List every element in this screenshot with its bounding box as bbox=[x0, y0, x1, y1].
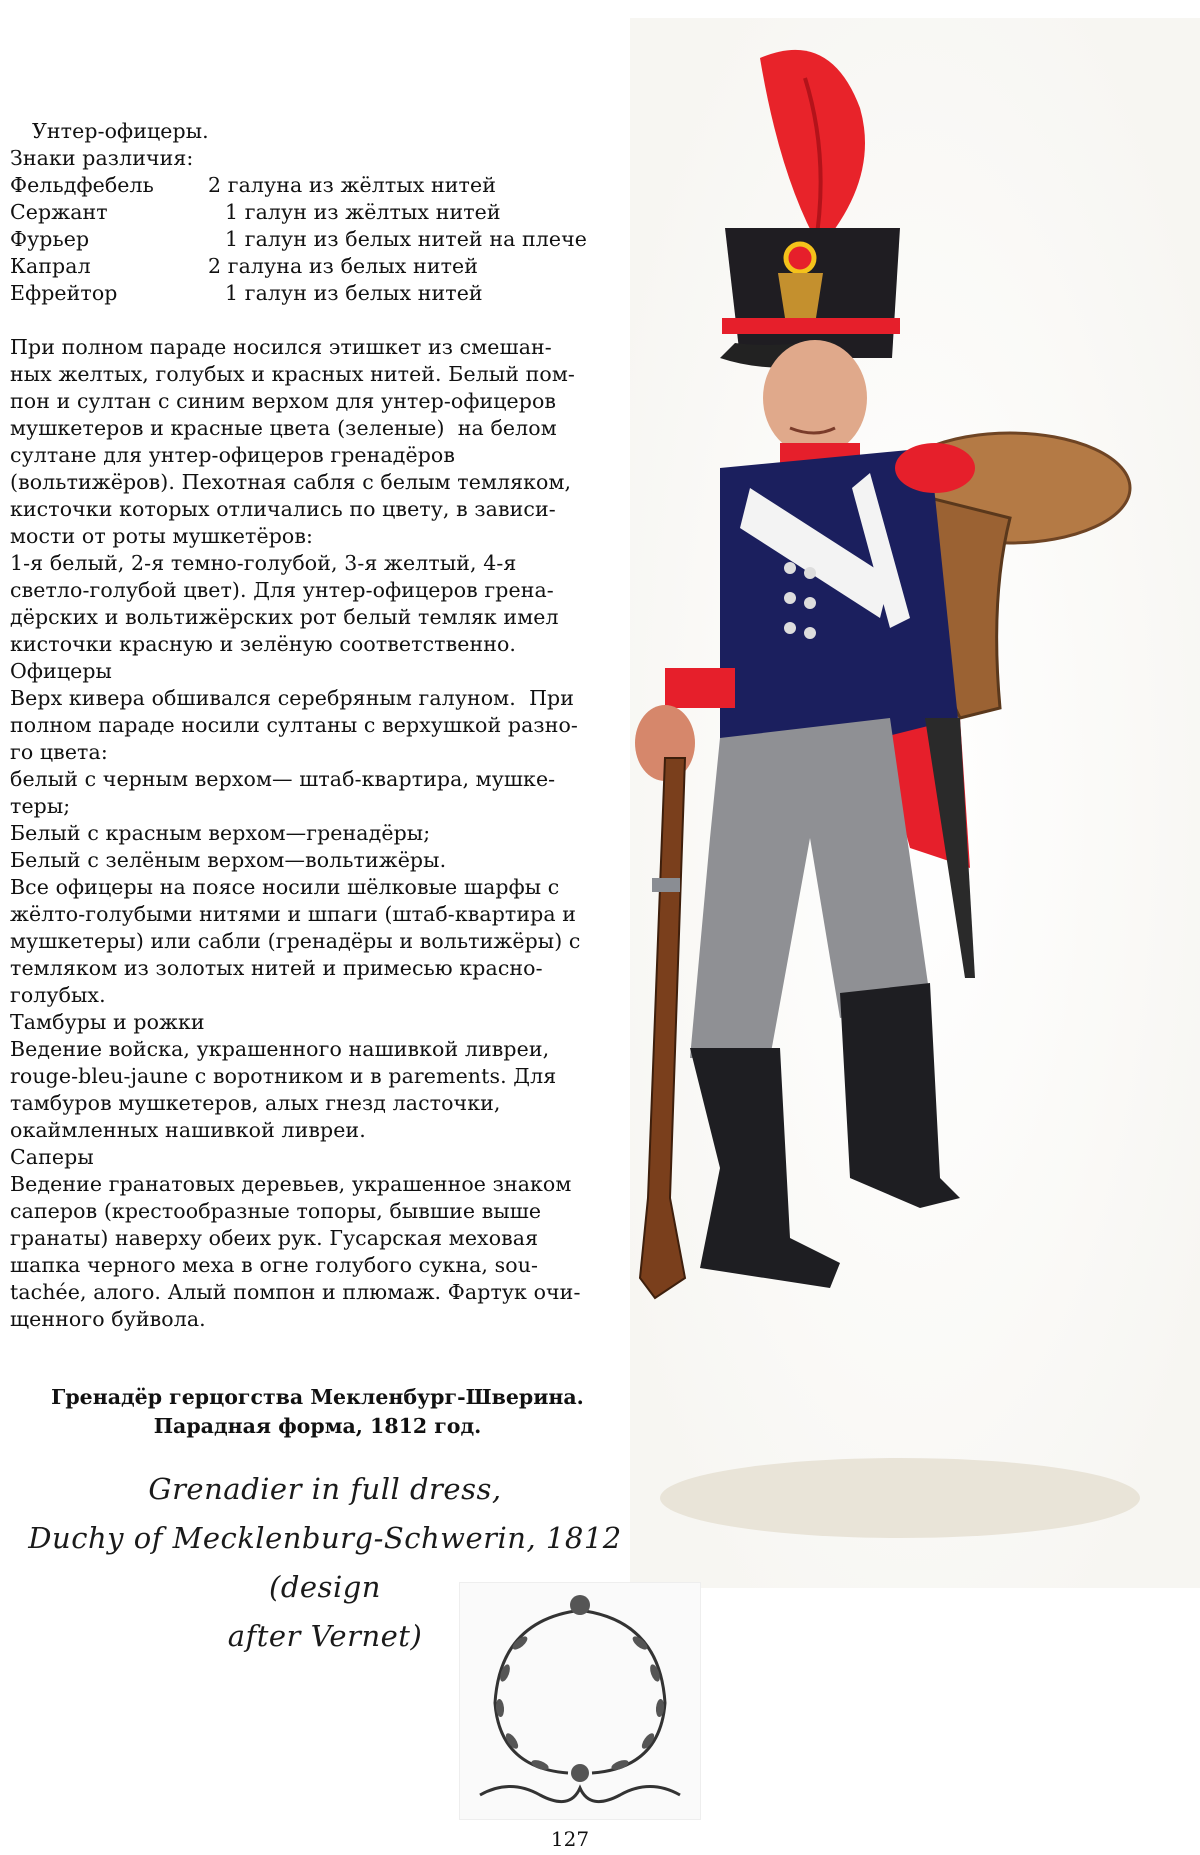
cuff bbox=[665, 668, 735, 708]
body-line: Саперы bbox=[10, 1145, 94, 1169]
rank-row bbox=[10, 253, 630, 280]
cockade bbox=[786, 244, 814, 272]
ground-shadow bbox=[660, 1458, 1140, 1538]
wreath-rosette bbox=[570, 1595, 590, 1615]
body-line: Белый с зелёным верхом—вольтижёры. bbox=[10, 848, 447, 872]
body-line: Ведение гранатовых деревьев, украшенное знаком bbox=[10, 1172, 572, 1196]
coat-button bbox=[804, 627, 816, 639]
insignia-title: Знаки различия: bbox=[10, 146, 194, 170]
script-line: Grenadier in full dress, bbox=[148, 1472, 502, 1506]
body-paragraphs bbox=[10, 334, 630, 1333]
coat-button bbox=[784, 622, 796, 634]
body-line: окаймленных нашивкой ливреи. bbox=[10, 1118, 366, 1142]
body-line: кисточки которых отличались по цвету, в зависи- bbox=[10, 497, 556, 521]
rank-name: Капрал bbox=[10, 254, 91, 278]
body-line: При полном параде носился этишкет из смешан- bbox=[10, 335, 552, 359]
body-line: саперов (крестообразные топоры, бывшие выше bbox=[10, 1199, 542, 1223]
rank-desc: 1 галун из жёлтых нитей bbox=[225, 200, 501, 224]
laurel-wreath-icon bbox=[460, 1583, 700, 1819]
rank-row bbox=[10, 226, 630, 253]
wreath-left-branch bbox=[495, 1611, 575, 1773]
rank-desc: 2 галуна из белых нитей bbox=[208, 254, 479, 278]
body-line: Офицеры bbox=[10, 659, 112, 683]
body-line: 1-я белый, 2-я темно-голубой, 3-я желтый, 4-я bbox=[10, 551, 517, 575]
rank-row bbox=[10, 199, 630, 226]
body-line: шапка черного меха в огне голубого сукна, sou- bbox=[10, 1253, 539, 1277]
figure-caption bbox=[0, 1383, 635, 1441]
body-line: го цвета: bbox=[10, 740, 108, 764]
body-line: мушкетеров и красные цвета (зеленые) на белом bbox=[10, 416, 557, 440]
body-line: мости от роты мушкетёров: bbox=[10, 524, 314, 548]
body-line: щенного буйвола. bbox=[10, 1307, 206, 1331]
coat-button bbox=[804, 567, 816, 579]
caption-line: Гренадёр герцогства Мекленбург-Шверина. bbox=[51, 1385, 584, 1409]
grenadier-illustration bbox=[630, 18, 1200, 1588]
body-line: rouge-bleu-jaune с воротником и в parements. Для bbox=[10, 1064, 557, 1088]
rank-name: Ефрейтор bbox=[10, 281, 118, 305]
rank-name: Фурьер bbox=[10, 227, 90, 251]
caption-line: Парадная форма, 1812 год. bbox=[153, 1414, 482, 1438]
shako-plate bbox=[778, 273, 823, 318]
shako-band bbox=[722, 318, 900, 334]
body-line: тамбуров мушкетеров, алых гнезд ласточки, bbox=[10, 1091, 501, 1115]
wreath-vignette bbox=[459, 1582, 701, 1820]
body-line: полном параде носили султаны с верхушкой разно- bbox=[10, 713, 578, 737]
body-line: гранаты) наверху обеих рук. Гусарская меховая bbox=[10, 1226, 539, 1250]
body-line: дёрских и вольтижёрских рот белый темляк имел bbox=[10, 605, 559, 629]
body-line: ных желтых, голубых и красных нитей. Белый пом- bbox=[10, 362, 575, 386]
face bbox=[763, 340, 867, 456]
coat-button bbox=[784, 562, 796, 574]
musket-lock bbox=[652, 878, 680, 892]
rank-name: Фельдфебель bbox=[10, 173, 154, 197]
body-line: Ведение войска, украшенного нашивкой ливреи, bbox=[10, 1037, 550, 1061]
body-line: темляком из золотых нитей и примесью красно- bbox=[10, 956, 543, 980]
body-line: Белый с красным верхом—гренадёры; bbox=[10, 821, 431, 845]
body-line: tachée, алого. Алый помпон и плюмаж. Фартук очи- bbox=[10, 1280, 581, 1304]
body-line: мушкетеры) или сабли (гренадёры и вольтижёры) с bbox=[10, 929, 581, 953]
rank-desc: 1 галун из белых нитей bbox=[225, 281, 483, 305]
wreath-ribbon bbox=[480, 1787, 680, 1802]
body-line: султане для унтер-офицеров гренадёров bbox=[10, 443, 456, 467]
body-line: Все офицеры на поясе носили шёлковые шарфы с bbox=[10, 875, 560, 899]
body-line: Верх кивера обшивался серебряным галуном. При bbox=[10, 686, 575, 710]
rank-desc: 2 галуна из жёлтых нитей bbox=[208, 173, 496, 197]
coat-button bbox=[784, 592, 796, 604]
rank-desc: 1 галун из белых нитей на плече bbox=[225, 227, 588, 251]
section-heading: Унтер-офицеры. bbox=[32, 119, 209, 143]
body-line: (вольтижёров). Пехотная сабля с белым темляком, bbox=[10, 470, 572, 494]
body-line: кисточки красную и зелёную соответственно. bbox=[10, 632, 517, 656]
body-line: Тамбуры и рожки bbox=[10, 1010, 205, 1034]
body-line: белый с черным верхом— штаб-квартира, мушке- bbox=[10, 767, 556, 791]
wreath-right-branch bbox=[585, 1611, 665, 1773]
body-line: светло-голубой цвет). Для унтер-офицеров грена- bbox=[10, 578, 554, 602]
article-text bbox=[10, 118, 630, 1333]
rank-name: Сержант bbox=[10, 200, 108, 224]
body-line: пон и султан с синим верхом для унтер-офицеров bbox=[10, 389, 557, 413]
coat-button bbox=[804, 597, 816, 609]
wreath-knot bbox=[571, 1764, 589, 1782]
page-number: 127 bbox=[550, 1827, 590, 1851]
body-line: жёлто-голубыми нитями и шпаги (штаб-квартира и bbox=[10, 902, 577, 926]
body-line: голубых. bbox=[10, 983, 106, 1007]
body-line: теры; bbox=[10, 794, 71, 818]
script-line: after Vernet) bbox=[227, 1619, 423, 1653]
epaulette bbox=[895, 443, 975, 493]
paragraph-gap bbox=[10, 307, 630, 334]
script-line: Duchy of Mecklenburg-Schwerin, 1812 (design bbox=[28, 1521, 622, 1604]
rank-row bbox=[10, 280, 630, 307]
rank-row bbox=[10, 172, 630, 199]
